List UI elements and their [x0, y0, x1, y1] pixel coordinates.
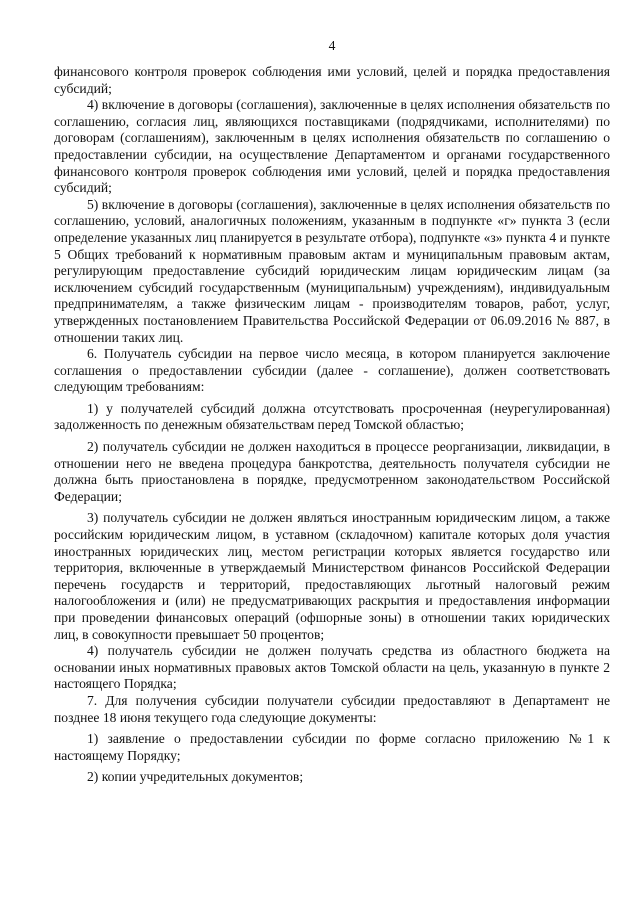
paragraph-item-5-contracts: 5) включение в договоры (соглашения), заключенные в целях исполнения обязательств по соглашению, условий, аналогичных положениям, указанным в подпункте «г» пункта 3 (если определение указанных лиц планируется в результате отбора), подпункте «з» пункта 4 и пункте 5 Общих требований к нормативным правовым актам и муниципальным правовым актам, регулирующим предоставление субсидий юридическим лицам юридическим лицам (за исключением субсидий государственным (муниципальным) учреждениям), индивидуальным предпринимателям, а также физическим лицам - производителям товаров, работ, услуг, утвержденных постановлением Правительства Российской Федерации от 06.09.2016 № 887, в отношении таких лиц.: [54, 196, 610, 345]
paragraph-continuation: финансового контроля проверок соблюдения ими условий, целей и порядка предоставления субсидий;: [54, 64, 610, 96]
paragraph-requirement-1: 1) у получателей субсидий должна отсутствовать просроченная (неурегулированная) задолженность по денежным обязательствам перед Томской областью;: [54, 400, 610, 433]
paragraph-requirement-4: 4) получатель субсидии не должен получать средства из областного бюджета на основании иных нормативных правовых актов Томской области на цель, указанную в пункте 2 настоящего Порядка;: [54, 643, 610, 692]
paragraph-requirement-2: 2) получатель субсидии не должен находиться в процессе реорганизации, ликвидации, в отношении него не введена процедура банкротства, деятельность получателя субсидии не должна быть приостановлена в порядке, предусмотренном законодательством Российской Федерации;: [54, 439, 610, 504]
page-number: 4: [328, 38, 336, 53]
paragraph-section-7: 7. Для получения субсидии получатели субсидии предоставляют в Департамент не позднее 18 июня текущего года следующие документы:: [54, 692, 610, 725]
paragraph-document-2: 2) копии учредительных документов;: [87, 769, 304, 785]
body-text: [54, 64, 610, 786]
paragraph-item-4-contracts: 4) включение в договоры (соглашения), заключенные в целях исполнения обязательств по соглашению, согласия лиц, являющихся поставщиками (подрядчиками, исполнителями) по договорам (соглашениям), заключенным в целях исполнения обязательств по соглашению о предоставлении субсидии, на осуществление Департаментом и органами государственного финансового контроля проверок соблюдения ими условий, целей и порядка предоставления субсидий;: [54, 97, 610, 196]
paragraph-section-6: 6. Получатель субсидии на первое число месяца, в котором планируется заключение соглашения о предоставлении субсидии (далее - соглашение), должен соответствовать следующим требованиям:: [54, 346, 610, 395]
paragraph-document-1: 1) заявление о предоставлении субсидии по форме согласно приложению №1 к настоящему Порядку;: [54, 731, 610, 763]
paragraph-requirement-3: 3) получатель субсидии не должен являться иностранным юридическим лицом, а также российским юридическим лицом, в уставном (складочном) капитале которых доля участия иностранных юридических лиц, местом регистрации которых является государство или территория, включенные в утверждаемый Министерством финансов Российской Федерации перечень государств и территорий, предоставляющих льготный налоговый режим налогообложения и (или) не предусматривающих раскрытия и предоставления информации при проведении финансовых операций (офшорные зоны) в отношении таких юридических лиц, в совокупности превышает 50 процентов;: [54, 510, 610, 642]
